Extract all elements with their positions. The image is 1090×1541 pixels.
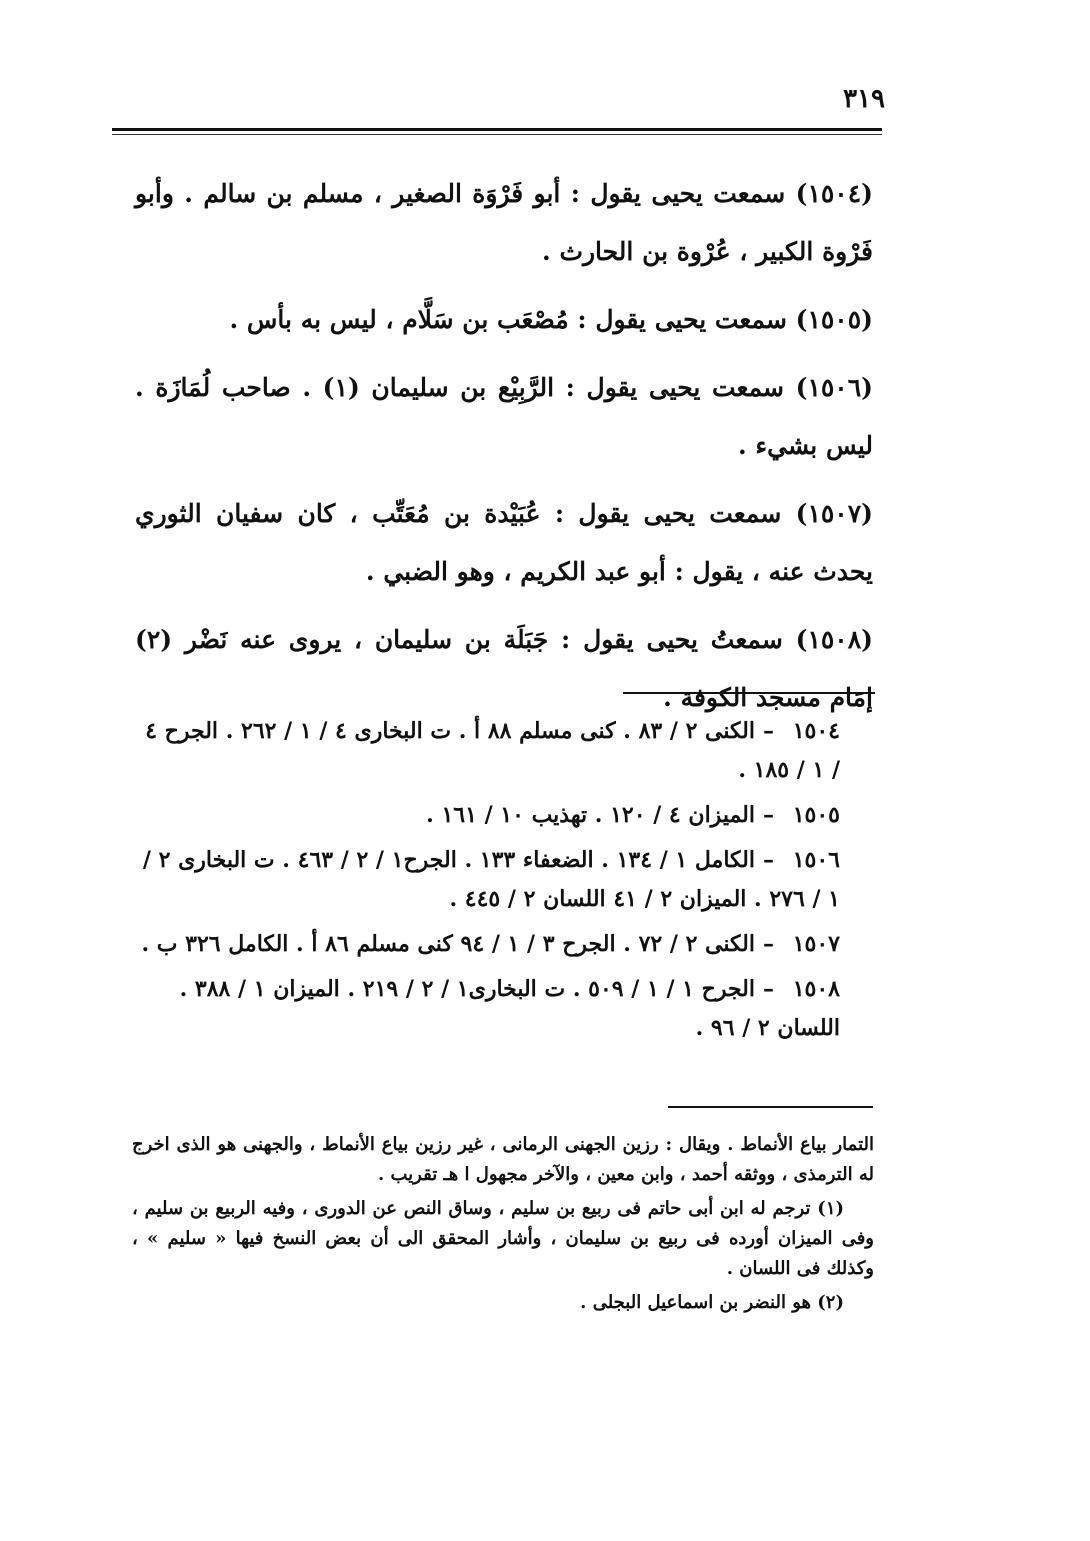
source-dash: – [763, 718, 774, 744]
source-number: ١٥٠٨ [792, 976, 840, 1002]
source-text: الميزان ٤ / ١٢٠ . تهذيب ١٠ / ١٦١ . [426, 802, 755, 828]
footnotes-section [132, 1130, 874, 1322]
source-number: ١٥٠٤ [792, 718, 840, 744]
narration-1504: (١٥٠٤) سمعت يحيى يقول : أبو فَرْوَة الصغير ، مسلم بن سالم . وأبو فَرْوة الكبير ، عُرْوة بن الحارث . [135, 179, 873, 266]
header-rule [112, 128, 882, 131]
source-1507 [140, 925, 840, 964]
sources-section [140, 712, 840, 1054]
source-1508 [140, 970, 840, 1048]
footnote-1: (١) ترجم له ابن أبى حاتم فى ربيع بن سليم ، وساق النص عن الدورى ، وفيه الربيع بن سليم ، وفى الميزان أورده فى ربيع بن سليمان ، وأشار المحقق الى أن بعض النسخ فيها « سليم » ، وكذلك فى اللسان . [132, 1198, 874, 1279]
footnote-continuation: التمار بياع الأنماط . ويقال : رزين الجهنى الرمانى ، غير رزين بياع الأنماط ، والجهنى هو الذى اخرج له الترمذى ، ووثقه أحمد ، وابن معين ، والآخر مجهول ا هـ تقريب . [132, 1134, 874, 1185]
source-1505 [140, 796, 840, 835]
source-dash: – [763, 931, 774, 957]
source-text: الكامل ١ / ١٣٤ . الضعفاء ١٣٣ . الجرح١ / ٢ / ٤٦٣ . ت البخارى ٢ / ١ / ٢٧٦ . الميزان ٢ / ٤١ اللسان ٢ / ٤٤٥ . [142, 847, 840, 912]
source-text: الكنى ٢ / ٨٣ . كنى مسلم ٨٨ أ . ت البخارى ٤ / ١ / ٢٦٢ . الجرح ٤ / ١ / ١٨٥ . [145, 718, 840, 783]
page-number: ٣١٩ [843, 84, 885, 114]
narration-1506: (١٥٠٦) سمعت يحيى يقول : الرَّبِيْع بن سليمان (١) . صاحب لُمَازَة . ليس بشيء . [135, 373, 873, 460]
source-dash: – [763, 802, 774, 828]
narration-1507: (١٥٠٧) سمعت يحيى يقول : عُبَيْدة بن مُعَتِّب ، كان سفيان الثوري يحدث عنه ، يقول : أبو عبد الكريم ، وهو الضبي . [135, 499, 873, 586]
source-number: ١٥٠٦ [792, 847, 840, 873]
source-dash: – [763, 847, 774, 873]
source-1504 [140, 712, 840, 790]
source-number: ١٥٠٧ [792, 931, 840, 957]
source-number: ١٥٠٥ [792, 802, 840, 828]
source-1506 [140, 841, 840, 919]
narration-1505: (١٥٠٥) سمعت يحيى يقول : مُصْعَب بن سَلَّام ، ليس به بأس . [229, 305, 873, 334]
footnotes-separator [668, 1106, 873, 1108]
header-rule-thin [112, 134, 882, 135]
narrations-section [135, 165, 873, 737]
narration-1508: (١٥٠٨) سمعتُ يحيى يقول : جَبَلَة بن سليمان ، يروى عنه نَضْر (٢) إمَام مسجد الكوفة . [135, 625, 873, 712]
footnote-2: (٢) هو النضر بن اسماعيل البجلى . [580, 1292, 844, 1313]
source-dash: – [763, 976, 774, 1002]
source-text: الكنى ٢ / ٧٢ . الجرح ٣ / ١ / ٩٤ كنى مسلم ٨٦ أ . الكامل ٣٢٦ ب . [141, 931, 755, 957]
sources-separator [623, 692, 875, 694]
source-text: الجرح ١ / ١ / ٥٠٩ . ت البخارى١ / ٢ / ٢١٩ . الميزان ١ / ٣٨٨ . اللسان ٢ / ٩٦ . [179, 976, 840, 1041]
